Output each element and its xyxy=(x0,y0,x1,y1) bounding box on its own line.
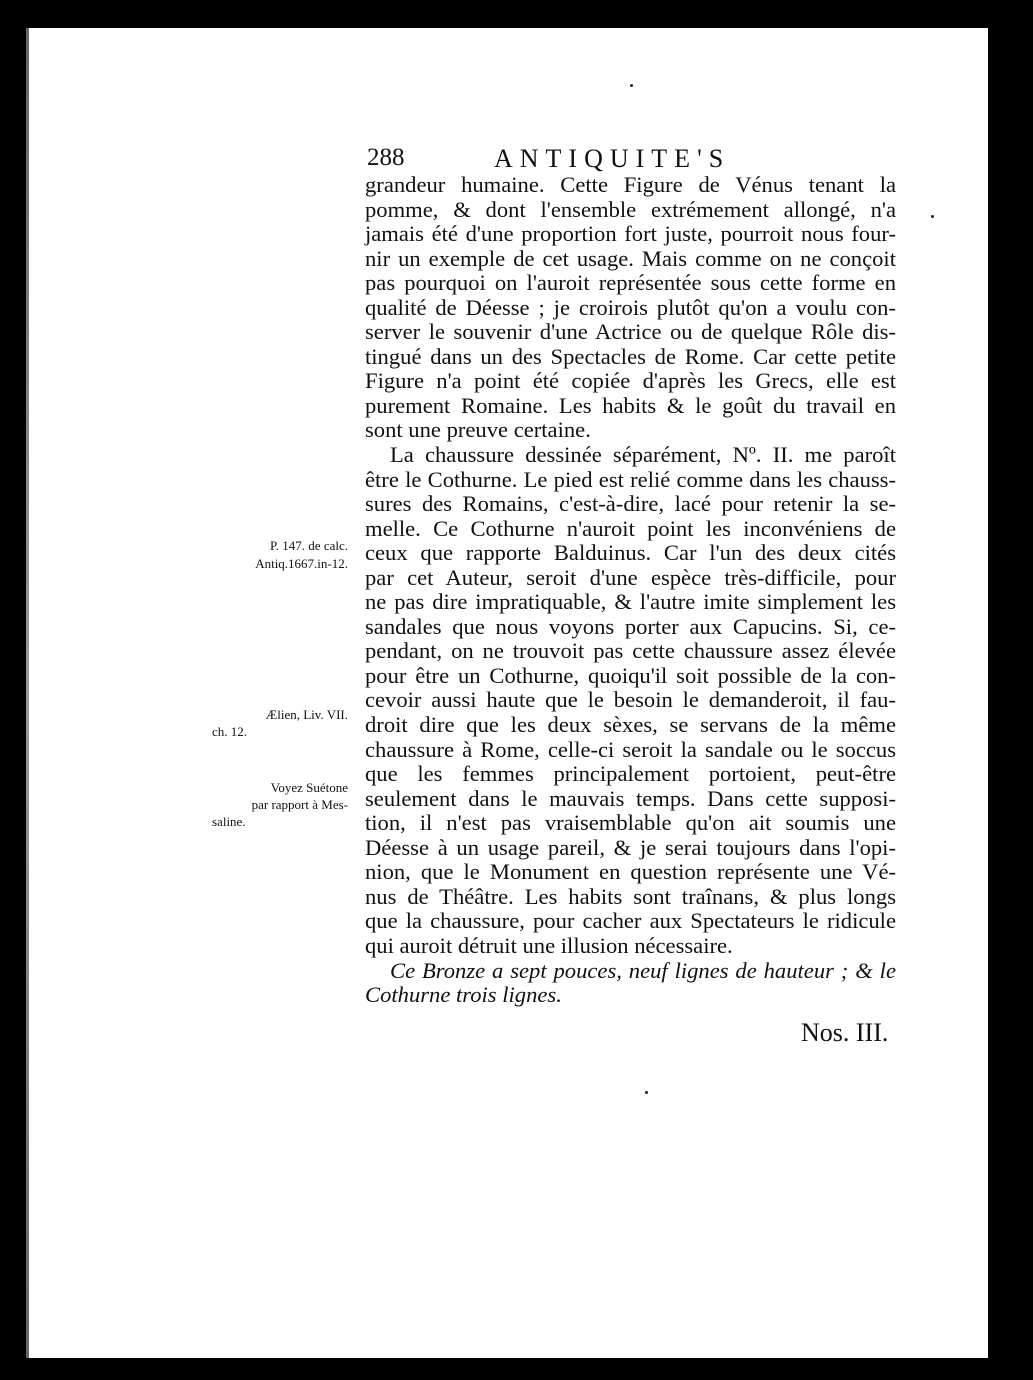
caption-line: Ce Bronze a sept pouces, neuf lignes de hauteur ; & le xyxy=(390,957,896,983)
ink-speck xyxy=(630,84,633,87)
text-line: que la chaussure, pour cacher aux Spectateurs le ridicule xyxy=(365,908,896,934)
text-line: sandales que nous voyons porter aux Capucins. Si, ce- xyxy=(365,613,896,639)
running-title: ANTIQUITE'S xyxy=(494,144,731,173)
text-line: server le souvenir d'une Actrice ou de quelque Rôle dis- xyxy=(365,319,896,345)
signature-mark: Nos. III. xyxy=(801,1018,889,1047)
margin-note: Voyez Suétone xyxy=(270,780,348,795)
text-line: qualité de Déesse ; je croirois plutôt qu'on a voulu con- xyxy=(365,294,896,320)
margin-note: saline. xyxy=(212,814,246,829)
caption-line: Cothurne trois lignes. xyxy=(365,982,562,1008)
text-line: ceux que rapporte Balduinus. Car l'un des deux cités xyxy=(365,540,896,566)
text-line: pas pourquoi on l'auroit représentée sous cette forme en xyxy=(365,270,896,296)
text-line: tingué dans un des Spectacles de Rome. Car cette petite xyxy=(365,343,896,369)
text-line: chaussure à Rome, celle-ci seroit la sandale ou le soccus xyxy=(365,736,896,762)
page-edge-shadow xyxy=(26,28,29,1358)
page-number: 288 xyxy=(367,144,405,171)
text-line: jamais été d'une proportion fort juste, pourroit nous four- xyxy=(365,221,896,247)
ink-speck xyxy=(931,215,934,218)
margin-note: par rapport à Mes- xyxy=(251,797,348,812)
text-line: purement Romaine. Les habits & le goût du travail en xyxy=(365,392,896,418)
text-line: cevoir aussi haute que le besoin le demanderoit, il fau- xyxy=(365,687,896,713)
text-line: seulement dans le mauvais temps. Dans cette supposi- xyxy=(365,785,896,811)
text-line: être le Cothurne. Le pied est relié comme dans les chauss- xyxy=(365,466,896,492)
text-line: nir un exemple de cet usage. Mais comme on ne conçoit xyxy=(365,245,896,271)
text-line: nion, que le Monument en question représente une Vé- xyxy=(365,859,896,885)
text-line: Déesse à un usage pareil, & je serai toujours dans l'opi- xyxy=(365,834,896,860)
text-line: grandeur humaine. Cette Figure de Vénus tenant la xyxy=(365,172,896,197)
text-line: pour être un Cothurne, quoiqu'il soit possible de la con- xyxy=(365,662,896,688)
text-line: que les femmes principalement portoient, peut-être xyxy=(365,761,896,787)
text-line: tion, il n'est pas vraisemblable qu'on ait soumis une xyxy=(365,810,896,836)
text-line: melle. Ce Cothurne n'auroit point les inconvéniens de xyxy=(365,515,896,541)
text-line: pendant, on ne trouvoit pas cette chaussure assez élevée xyxy=(365,638,896,664)
margin-note: Antiq.1667.in-12. xyxy=(255,556,348,571)
margin-note: Ælien, Liv. VII. xyxy=(265,707,348,722)
text-line: Figure n'a point été copiée d'après les Grecs, elle est xyxy=(365,368,896,394)
ink-speck xyxy=(645,1091,648,1094)
book-page xyxy=(26,28,988,1358)
text-line: pomme, & dont l'ensemble extrémement allongé, n'a xyxy=(365,196,896,222)
text-line: sures des Romains, c'est-à-dire, lacé pour retenir la se- xyxy=(365,491,896,517)
text-line: ne pas dire impratiquable, & l'autre imite simplement les xyxy=(365,589,896,615)
text-line: par cet Auteur, seroit d'une espèce très-difficile, pour xyxy=(365,564,896,590)
text-line: nus de Théâtre. Les habits sont traînans, & plus longs xyxy=(365,883,896,909)
text-line: La chaussure dessinée séparément, Nº. II. me paroît xyxy=(390,442,896,468)
body-text xyxy=(365,173,896,1008)
text-line: qui auroit détruit une illusion nécessaire. xyxy=(365,932,733,958)
text-line: sont une preuve certaine. xyxy=(365,417,591,443)
text-line: droit dire que les deux sèxes, se servans de la même xyxy=(365,712,896,738)
margin-note: P. 147. de calc. xyxy=(270,538,348,553)
margin-note: ch. 12. xyxy=(212,724,248,739)
